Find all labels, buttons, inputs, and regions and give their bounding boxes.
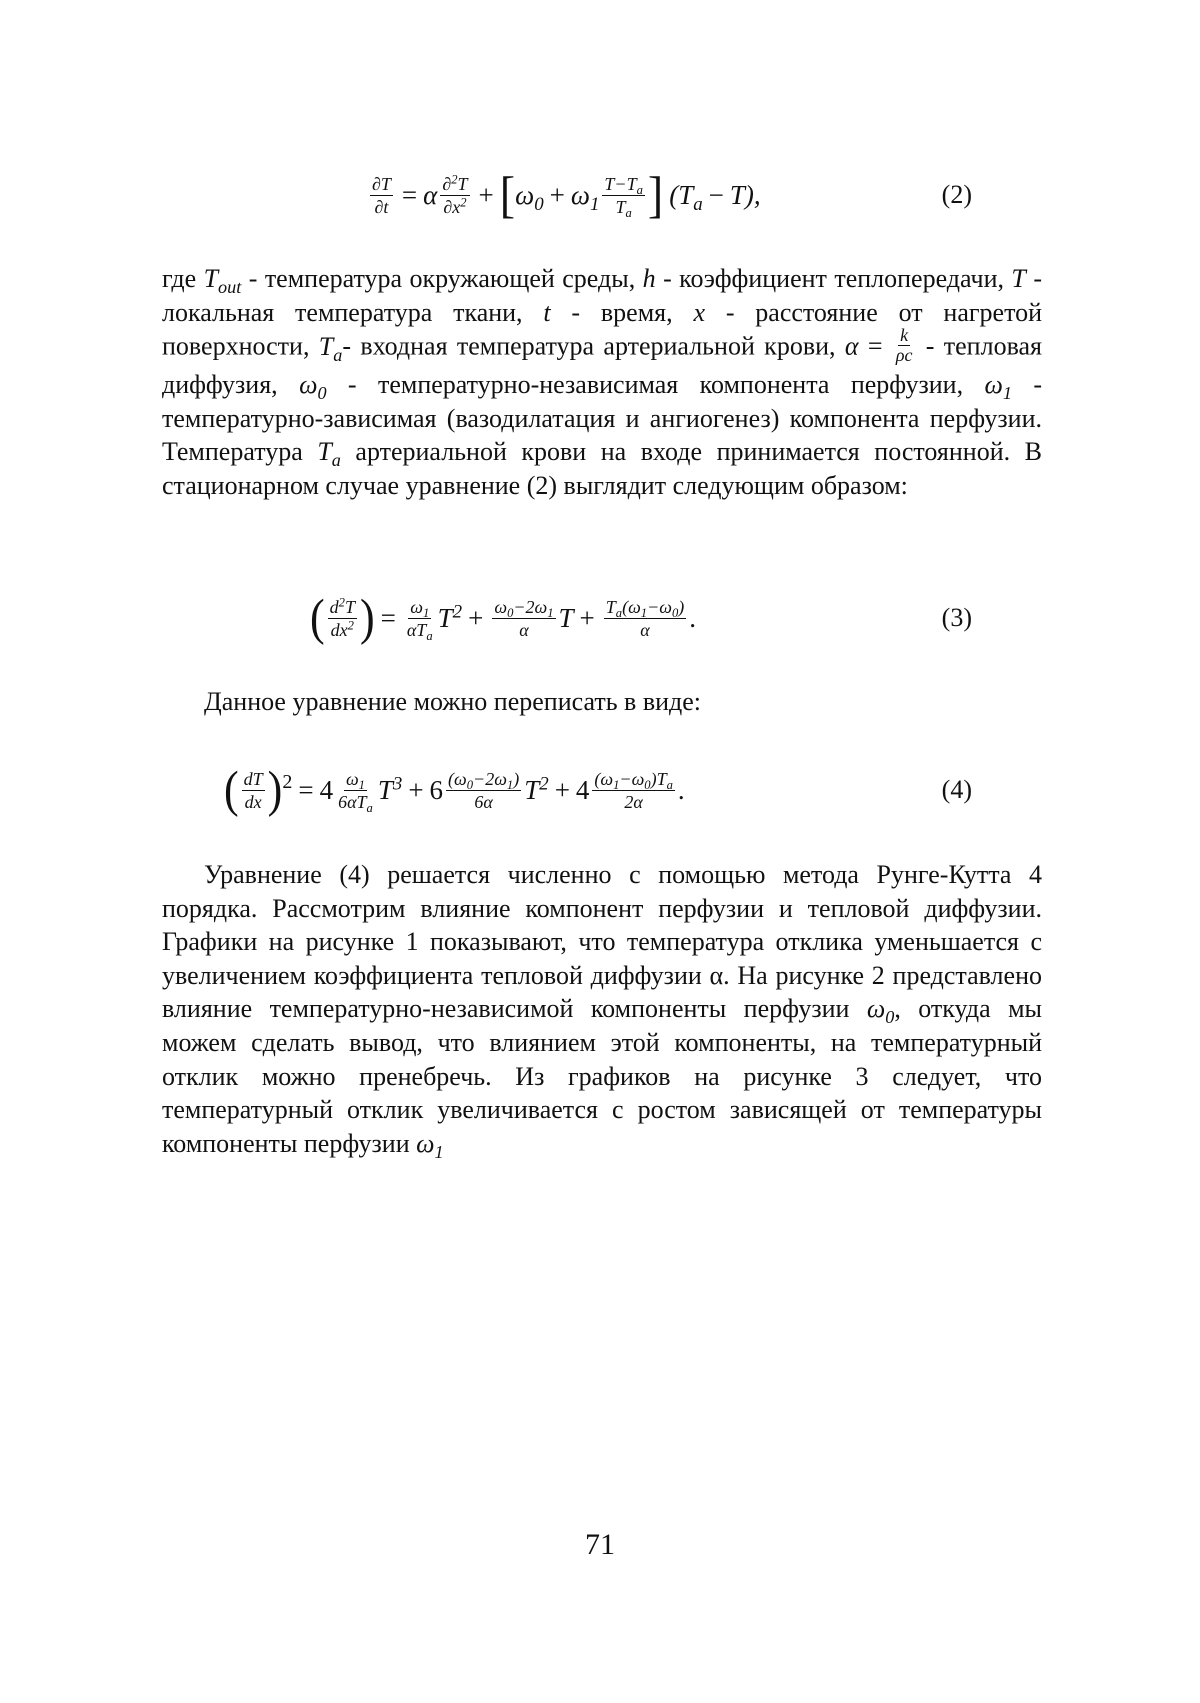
equation-3-body: ( d2T dx2 ) = ω1 αTa T2 + ω0−2ω1 α T + Ta(ω1−ω0) α . (310, 578, 696, 658)
text-run: - локальная температура ткани, (162, 264, 1042, 327)
eq3-w0-2w1-over-a: ω0−2ω1 α (492, 597, 555, 640)
text-run: Уравнение (4) решается численно с помощью метода Рунге-Кутта 4 порядка. Рассмотрим влияние компонент перфузии и тепловой диффузии. Графики на рисунке 1 показывают, что температура отклика уменьшается с увеличением коэффициента тепловой диффузии α. На рисунке 2 представлено влияние температурно-независимой компоненты перфузии (162, 860, 1042, 1023)
eq3-d2T-dx2: d2T dx2 (328, 597, 357, 640)
paragraph-rewrite-text: Данное уравнение можно переписать в виде: (162, 685, 1042, 719)
equation-3-number: (3) (942, 578, 972, 658)
document-page (0, 0, 1200, 1703)
equation-4 (162, 750, 1042, 830)
eq2-dT-dt: ∂T ∂t (370, 174, 393, 217)
text-run: , откуда мы можем сделать вывод, что влиянием этой компоненты, на температурный отклик можно пренебречь. Из графиков на рисунке 3 следует, что температурный отклик увеличивается с ростом зависящей от температуры компоненты перфузии (162, 994, 1042, 1157)
paragraph-results-text: Уравнение (4) решается численно с помощью метода Рунге-Кутта 4 порядка. Рассмотрим влияние компонент перфузии и тепловой диффузии. Графики на рисунке 1 показывают, что температура отклика уменьшается с увеличением коэффициента тепловой диффузии α. На рисунке 2 представлено влияние температурно-независимой компоненты перфузии ω0, откуда мы можем сделать вывод, что влиянием этой компоненты, на температурный отклик можно пренебречь. Из графиков на рисунке 3 следует, что температурный отклик увеличивается с ростом зависящей от температуры компоненты перфузии ω1 (162, 858, 1042, 1160)
text-run: - температурно-зависимая (вазодилатация и ангиогенез) компонента перфузии. Температура (162, 370, 1042, 466)
eq3-w1-over-aTa: ω1 αTa (405, 597, 435, 640)
paragraph-definitions-text: где Tout - температура окружающей среды, h - коэффициент теплопередачи, T - локальная температура ткани, t - время, x - расстояние от нагретой поверхности, Ta- входная температура артериальной крови, α = k ρc - тепловая диффузия, ω0 - температурно-независимая компонента перфузии, ω1 - температурно-зависимая (вазодилатация и ангиогенез) компонента перфузии. Температура Ta артериальной крови на входе принимается постоянной. В стационарном случае уравнение (2) выглядит следующим образом: (162, 262, 1042, 503)
equation-4-number: (4) (942, 750, 972, 830)
eq4-dT-dx: dT dx (242, 769, 265, 812)
paragraph-results (162, 858, 1042, 1160)
text-run: - расстояние от нагретой поверхности, (162, 298, 1042, 361)
equation-2-body: ∂T ∂t = α ∂2T ∂x2 + [ ω0 + ω1 T−Ta Ta ] (Ta − T), (367, 155, 761, 235)
equation-2-number: (2) (942, 155, 972, 235)
eq4-w1-over-6aTa: ω1 6αTa (336, 769, 375, 812)
equation-4-body: ( dT dx ) 2 = 4 ω1 6αTa T3 + 6 (ω0−2ω1) 6α T2 + 4 (ω1−ω0)Ta 2α . (224, 750, 685, 830)
text-run: - тепловая диффузия, (162, 332, 1042, 400)
alpha-definition-fraction: k ρc (894, 326, 915, 365)
eq2-d2T-dx2: ∂2T ∂x2 (440, 174, 469, 217)
page-number: 71 (0, 1528, 1200, 1562)
eq4-w1-w0-Ta-over-2a: (ω1−ω0)Ta 2α (592, 769, 674, 812)
text-run: артериальной крови на входе принимается постоянной. В стационарном случае уравнение (2) выглядит следующим образом: (162, 437, 1042, 500)
eq3-Ta-w1-w0-over-a: Ta(ω1−ω0) α (604, 597, 686, 640)
text-run: - температурно-независимая компонента перфузии, (327, 370, 985, 399)
text-run: - коэффициент теплопередачи, (656, 264, 1012, 293)
text-run: где (162, 264, 204, 293)
paragraph-definitions (162, 262, 1042, 503)
equation-2 (162, 155, 1042, 235)
text-run: - температура окружающей среды, (241, 264, 642, 293)
text-run: - время, (551, 298, 694, 327)
text-run: - входная температура артериальной крови, (342, 332, 844, 361)
eq4-w0-2w1-over-6a: (ω0−2ω1) 6α (446, 769, 521, 812)
equation-3 (162, 578, 1042, 658)
paragraph-rewrite (162, 685, 1042, 719)
eq2-T-Ta-over-Ta: T−Ta Ta (602, 174, 644, 217)
